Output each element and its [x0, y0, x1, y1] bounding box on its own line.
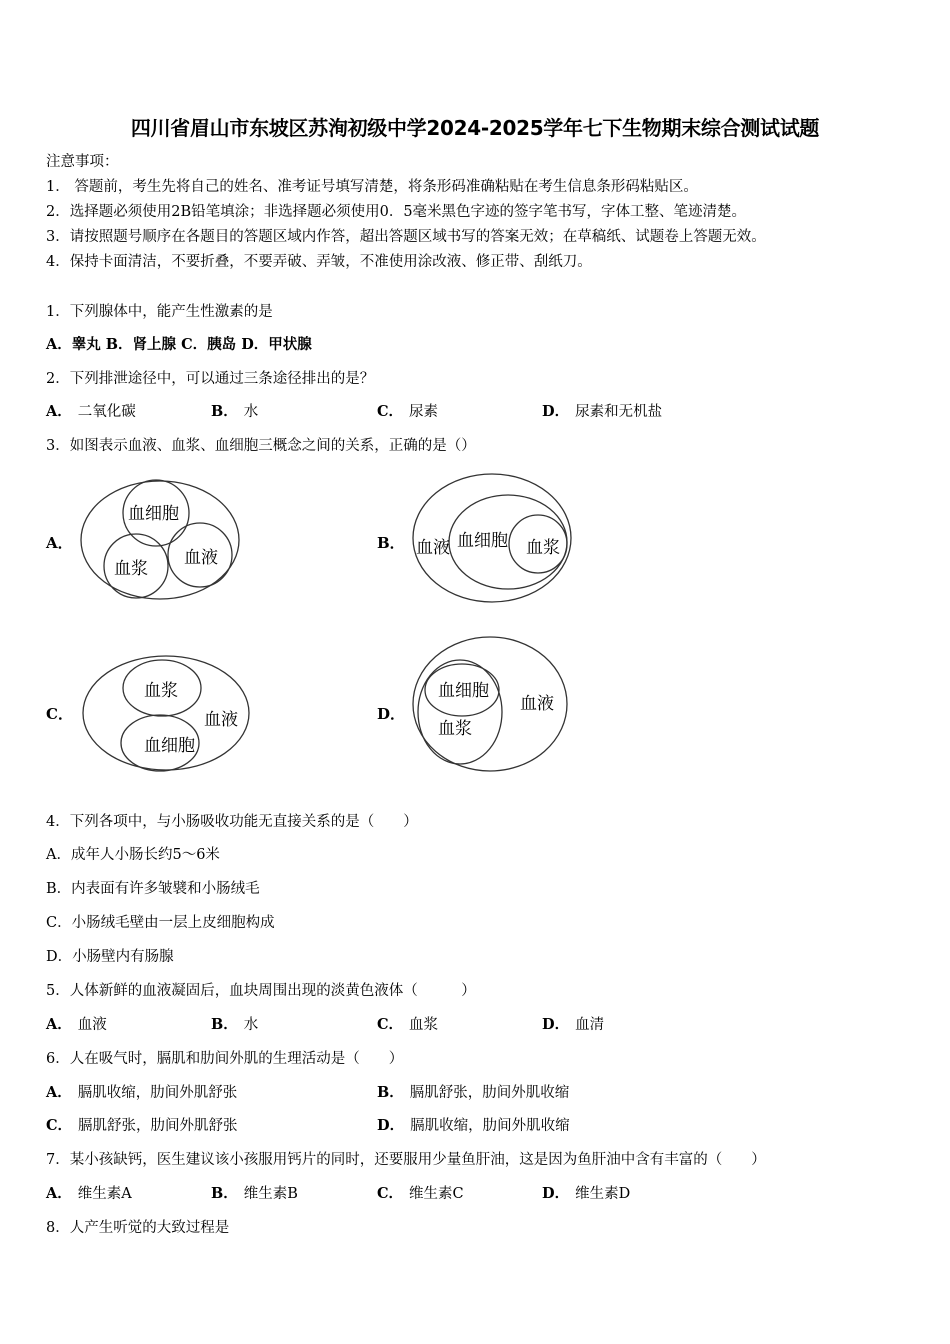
- option-text: 维生素A: [77, 1186, 132, 1202]
- q1-options: A．睾丸 B．肾上腺 C．胰岛 D．甲状腺: [46, 336, 312, 353]
- option-text: 膈肌收缩，肋间外肌收缩: [410, 1118, 570, 1134]
- diagram-label-xuexibao: 血细胞: [144, 736, 195, 756]
- option-text: 水: [243, 1017, 259, 1033]
- page-title: 四川省眉山市东坡区苏洵初级中学2024-2025学年七下生物期末综合测试试题: [130, 116, 820, 140]
- option-label: B．: [377, 1084, 404, 1101]
- q3-label-c[interactable]: C．: [46, 705, 73, 723]
- q5-option-d[interactable]: [542, 1015, 604, 1035]
- option-text: 血液: [77, 1017, 107, 1033]
- q5-stem: 5．人体新鲜的血液凝固后，血块周围出现的淡黄色液体（ ）: [46, 983, 476, 999]
- q5-option-b[interactable]: [211, 1015, 258, 1035]
- q3-stem: 3．如图表示血液、血浆、血细胞三概念之间的关系，正确的是（）: [46, 438, 476, 454]
- q5-option-a[interactable]: [46, 1015, 107, 1035]
- q4-option-d[interactable]: D．小肠壁内有肠腺: [46, 949, 174, 965]
- diagram-label-xuexibao: 血细胞: [438, 681, 489, 701]
- q7-option-a[interactable]: [46, 1184, 132, 1204]
- q1-stem: 1．下列腺体中，能产生性激素的是: [46, 304, 273, 320]
- q7-option-d[interactable]: [542, 1184, 630, 1204]
- q3-label-b[interactable]: B．: [377, 534, 405, 552]
- option-text: 血清: [575, 1017, 605, 1033]
- q4-option-a[interactable]: A．成年人小肠长约5～6米: [46, 847, 220, 863]
- diagram-label-xueye: 血液: [416, 538, 450, 558]
- diagram-label-xuexibao: 血细胞: [457, 531, 508, 551]
- diagram-label-xuejiang: 血浆: [144, 681, 178, 701]
- q6-option-b[interactable]: [377, 1083, 569, 1103]
- diagram-label-xuejiang: 血浆: [438, 719, 472, 739]
- notice-item-3: 3．请按照题号顺序在各题目的答题区域内作答，超出答题区域书写的答案无效；在草稿纸、试题卷上答题无效。: [46, 229, 766, 245]
- q7-option-c[interactable]: [377, 1184, 464, 1204]
- option-label: D．: [542, 403, 570, 420]
- option-label: C．: [377, 403, 404, 420]
- q8-stem: 8．人产生听觉的大致过程是: [46, 1220, 230, 1236]
- diagram-label-xuejiang: 血浆: [526, 538, 560, 558]
- diagram-label-xuejiang: 血浆: [114, 559, 148, 579]
- option-label: B．: [211, 403, 238, 420]
- option-label: C．: [377, 1185, 404, 1202]
- option-label: D．: [542, 1185, 570, 1202]
- option-label: A．: [46, 1084, 72, 1101]
- q5-option-c[interactable]: [377, 1015, 438, 1035]
- q2-option-c[interactable]: [377, 402, 438, 422]
- notice-item-1: 1． 答题前，考生先将自己的姓名、准考证号填写清楚，将条形码准确粘贴在考生信息条形码粘贴区。: [46, 179, 698, 195]
- option-label: C．: [377, 1016, 404, 1033]
- notice-heading: 注意事项：: [46, 154, 119, 170]
- option-text: 维生素D: [575, 1186, 631, 1202]
- notice-item-2: 2．选择题必须使用2B铅笔填涂；非选择题必须使用0．5毫米黑色字迹的签字笔书写，字体工整、笔迹清楚。: [46, 204, 747, 220]
- option-text: 膈肌舒张，肋间外肌收缩: [409, 1085, 570, 1101]
- q2-option-a[interactable]: [46, 402, 136, 422]
- notice-item-4: 4．保持卡面清洁，不要折叠，不要弄破、弄皱，不准使用涂改液、修正带、刮纸刀。: [46, 254, 592, 270]
- q2-option-b[interactable]: [211, 402, 258, 422]
- q3-diagram-d[interactable]: [410, 632, 574, 774]
- option-label: D．: [377, 1117, 405, 1134]
- option-label: A．: [46, 403, 72, 420]
- option-text: 二氧化碳: [77, 404, 136, 420]
- option-label: B．: [211, 1185, 238, 1202]
- option-text: 尿素和无机盐: [575, 404, 663, 420]
- q3-label-d[interactable]: D．: [377, 705, 406, 723]
- q4-option-c[interactable]: C．小肠绒毛壁由一层上皮细胞构成: [46, 915, 275, 931]
- option-label: D．: [542, 1016, 570, 1033]
- option-text: 尿素: [409, 404, 439, 420]
- q7-option-b[interactable]: [211, 1184, 298, 1204]
- q6-option-c[interactable]: [46, 1116, 238, 1136]
- option-label: A．: [46, 1016, 72, 1033]
- q7-stem: 7．某小孩缺钙，医生建议该小孩服用钙片的同时，还要服用少量鱼肝油，这是因为鱼肝油中含有丰富的（ ）: [46, 1152, 766, 1168]
- q3-label-a[interactable]: A．: [46, 534, 73, 552]
- diagram-label-xuexibao: 血细胞: [128, 504, 179, 524]
- q3-diagram-c[interactable]: [80, 652, 262, 778]
- option-label: B．: [211, 1016, 238, 1033]
- diagram-label-xueye: 血液: [204, 710, 238, 730]
- option-text: 维生素B: [243, 1186, 298, 1202]
- option-text: 水: [243, 404, 259, 420]
- diagram-label-xueye: 血液: [520, 694, 554, 714]
- diagram-label-xueye: 血液: [184, 548, 218, 568]
- option-label: C．: [46, 1117, 73, 1134]
- option-text: 维生素C: [409, 1186, 464, 1202]
- q6-stem: 6．人在吸气时，膈肌和肋间外肌的生理活动是（ ）: [46, 1051, 404, 1067]
- q2-stem: 2．下列排泄途径中，可以通过三条途径排出的是？: [46, 371, 375, 387]
- q3-diagram-b[interactable]: [410, 470, 582, 606]
- q4-option-b[interactable]: B．内表面有许多皱襞和小肠绒毛: [46, 881, 260, 897]
- option-label: A．: [46, 1185, 72, 1202]
- option-text: 血浆: [409, 1017, 439, 1033]
- q6-option-d[interactable]: [377, 1116, 570, 1136]
- q2-option-d[interactable]: [542, 402, 662, 422]
- q6-option-a[interactable]: [46, 1083, 237, 1103]
- q3-diagram-a[interactable]: [78, 478, 248, 604]
- option-text: 膈肌收缩，肋间外肌舒张: [77, 1085, 238, 1101]
- q4-stem: 4．下列各项中，与小肠吸收功能无直接关系的是（ ）: [46, 814, 418, 830]
- option-text: 膈肌舒张，肋间外肌舒张: [78, 1118, 238, 1134]
